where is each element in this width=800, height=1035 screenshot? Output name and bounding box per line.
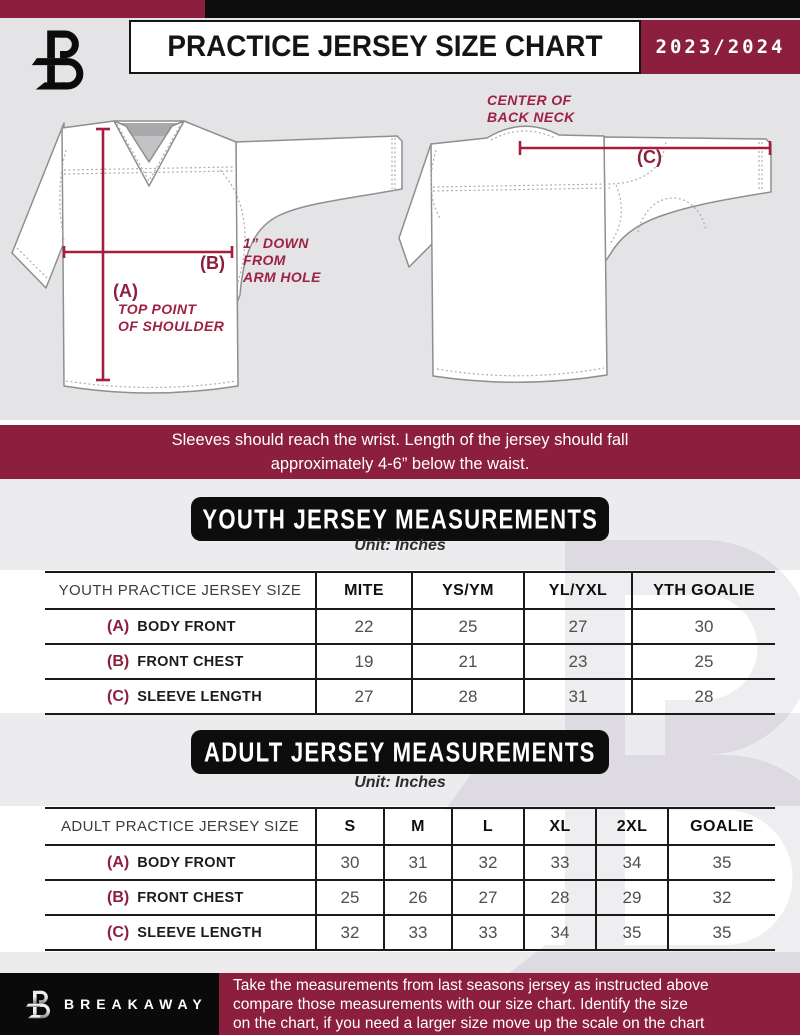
fit-note-banner xyxy=(0,425,800,479)
sizing-instructions-line2: compare those measurements with our size chart. Identify the size xyxy=(233,996,688,1013)
youth-col-header-ylyxl: YL/YXL xyxy=(524,572,632,609)
annotation-b-note-line2: FROM xyxy=(243,252,286,268)
annotation-a-note-line2: OF SHOULDER xyxy=(118,318,225,334)
size-value-cell: 27 xyxy=(316,679,412,714)
top-accent-strip xyxy=(0,0,800,18)
row-label-cell xyxy=(45,915,316,950)
size-value-cell: 31 xyxy=(524,679,632,714)
table-row xyxy=(45,679,775,714)
page-title: PRACTICE JERSEY SIZE CHART xyxy=(167,30,603,63)
row-key: (A) xyxy=(107,853,130,871)
size-value-cell: 25 xyxy=(316,880,384,915)
annotation-a-note-line1: TOP POINT xyxy=(118,301,197,317)
brand-wordmark: BREAKAWAY xyxy=(64,996,208,1012)
size-value-cell: 33 xyxy=(452,915,524,950)
youth-table-header-row xyxy=(45,572,775,609)
size-value-cell: 27 xyxy=(452,880,524,915)
row-key: (C) xyxy=(107,923,130,941)
season-badge xyxy=(641,20,800,74)
adult-col-header-goalie: GOALIE xyxy=(668,808,775,845)
size-value-cell: 25 xyxy=(412,609,524,644)
row-label-cell xyxy=(45,679,316,714)
size-value-cell: 30 xyxy=(316,845,384,880)
measurements-section xyxy=(0,479,800,973)
row-key: (B) xyxy=(107,888,130,906)
footer xyxy=(0,973,800,1035)
adult-section-title-pill xyxy=(191,730,609,774)
adult-col-header-xl: XL xyxy=(524,808,596,845)
adult-col-header-label: ADULT PRACTICE JERSEY SIZE xyxy=(45,808,316,845)
youth-size-table xyxy=(45,571,775,715)
youth-section-title: YOUTH JERSEY MEASUREMENTS xyxy=(202,502,598,535)
size-value-cell: 35 xyxy=(668,915,775,950)
size-value-cell: 34 xyxy=(524,915,596,950)
adult-section-title: ADULT JERSEY MEASUREMENTS xyxy=(204,735,596,768)
size-value-cell: 32 xyxy=(452,845,524,880)
adult-size-table xyxy=(45,807,775,951)
row-name: BODY FRONT xyxy=(137,854,236,871)
size-value-cell: 31 xyxy=(384,845,452,880)
size-value-cell: 28 xyxy=(524,880,596,915)
size-value-cell: 21 xyxy=(412,644,524,679)
table-row xyxy=(45,644,775,679)
row-label-cell xyxy=(45,880,316,915)
size-value-cell: 32 xyxy=(668,880,775,915)
annotation-key-a: (A) xyxy=(113,281,138,301)
size-value-cell: 32 xyxy=(316,915,384,950)
youth-col-header-goalie: YTH GOALIE xyxy=(632,572,775,609)
footer-brand-block xyxy=(0,973,219,1035)
size-value-cell: 26 xyxy=(384,880,452,915)
sizing-instructions-line3: on the chart, if you need a larger size move up the scale on the chart xyxy=(233,1015,705,1032)
title-bar xyxy=(129,20,641,74)
youth-col-header-mite: MITE xyxy=(316,572,412,609)
breakaway-b-logo-icon xyxy=(28,26,92,94)
annotation-c-note-line2: BACK NECK xyxy=(487,109,575,125)
youth-unit-label: Unit: Inches xyxy=(354,537,446,554)
sizing-instructions xyxy=(233,976,793,1033)
row-key: (A) xyxy=(107,617,130,635)
top-accent-maroon xyxy=(0,0,205,18)
annotation-key-c: (C) xyxy=(637,147,662,167)
row-name: SLEEVE LENGTH xyxy=(137,924,262,941)
row-name: BODY FRONT xyxy=(137,618,236,635)
sizing-instructions-line1: Take the measurements from last seasons jersey as instructed above xyxy=(233,977,709,994)
row-label-cell xyxy=(45,845,316,880)
annotation-c-note-line1: CENTER OF xyxy=(487,92,572,108)
back-jersey-diagram xyxy=(399,126,771,382)
jersey-measurement-diagram xyxy=(0,90,800,420)
adult-col-header-2xl: 2XL xyxy=(596,808,668,845)
fit-note-line2: approximately 4-6” below the waist. xyxy=(270,455,530,473)
adult-col-header-s: S xyxy=(316,808,384,845)
size-value-cell: 29 xyxy=(596,880,668,915)
table-row xyxy=(45,880,775,915)
size-value-cell: 30 xyxy=(632,609,775,644)
size-value-cell: 23 xyxy=(524,644,632,679)
size-value-cell: 35 xyxy=(596,915,668,950)
youth-col-header-ysym: YS/YM xyxy=(412,572,524,609)
size-value-cell: 22 xyxy=(316,609,412,644)
row-key: (C) xyxy=(107,687,130,705)
size-value-cell: 33 xyxy=(384,915,452,950)
youth-section-title-pill xyxy=(191,497,609,541)
adult-col-header-l: L xyxy=(452,808,524,845)
table-row xyxy=(45,845,775,880)
youth-col-header-label: YOUTH PRACTICE JERSEY SIZE xyxy=(45,572,316,609)
adult-unit-label: Unit: Inches xyxy=(354,774,446,791)
size-value-cell: 27 xyxy=(524,609,632,644)
table-row xyxy=(45,609,775,644)
annotation-b-note-line1: 1” DOWN xyxy=(243,235,309,251)
size-value-cell: 28 xyxy=(632,679,775,714)
table-row xyxy=(45,915,775,950)
row-name: FRONT CHEST xyxy=(137,653,244,670)
season-label: 2023/2024 xyxy=(655,36,786,58)
adult-table-header-row xyxy=(45,808,775,845)
row-name: SLEEVE LENGTH xyxy=(137,688,262,705)
row-label-cell xyxy=(45,609,316,644)
size-value-cell: 25 xyxy=(632,644,775,679)
annotation-key-b: (B) xyxy=(200,253,225,273)
size-value-cell: 33 xyxy=(524,845,596,880)
adult-col-header-m: M xyxy=(384,808,452,845)
size-value-cell: 19 xyxy=(316,644,412,679)
row-name: FRONT CHEST xyxy=(137,889,244,906)
breakaway-b-logo-icon-footer xyxy=(24,988,54,1021)
size-value-cell: 34 xyxy=(596,845,668,880)
row-label-cell xyxy=(45,644,316,679)
size-value-cell: 35 xyxy=(668,845,775,880)
annotation-b-note-line3: ARM HOLE xyxy=(243,269,321,285)
size-value-cell: 28 xyxy=(412,679,524,714)
header-hero xyxy=(0,18,800,420)
fit-note-line1: Sleeves should reach the wrist. Length of the jersey should fall xyxy=(171,431,629,449)
row-key: (B) xyxy=(107,652,130,670)
